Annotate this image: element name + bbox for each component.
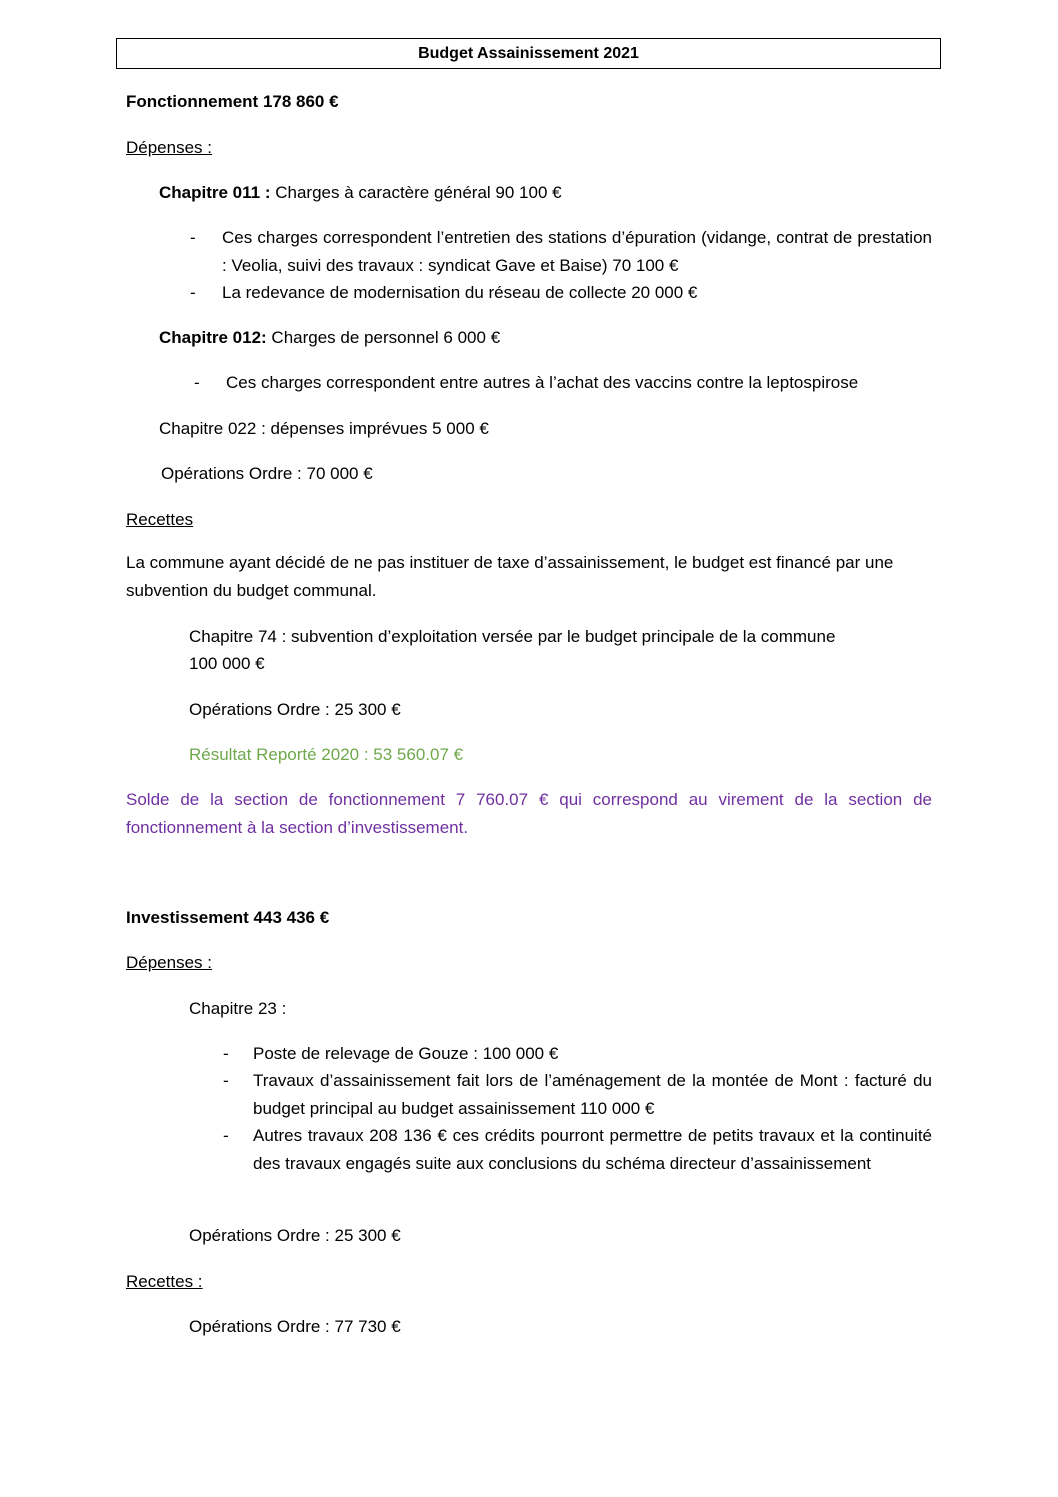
chapitre-23-bullet-2: Travaux d’assainissement fait lors de l’aménagement de la montée de Mont : facturé du budget principal au budget assainissement 110 000 € [253, 1071, 932, 1118]
chapitre-23-bullet-3: Autres travaux 208 136 € ces crédits pourront permettre de petits travaux et la continuité des travaux engagés suite aux conclusions du schéma directeur d’assainissement [253, 1126, 932, 1173]
chapitre-74-line-2: 100 000 € [189, 654, 265, 673]
fonctionnement-heading: Fonctionnement 178 860 € [126, 92, 339, 111]
solde-fonctionnement: Solde de la section de fonctionnement 7 760.07 € qui correspond au virement de la section de fonctionnement à la section d’investissement. [126, 790, 932, 837]
investissement-recettes-label: Recettes : [126, 1272, 203, 1291]
recettes-intro: La commune ayant décidé de ne pas instituer de taxe d’assainissement, le budget est financé par une subvention du budget communal. [126, 553, 894, 600]
chapitre-012 [159, 327, 500, 349]
chapitre-012-bullet-1: Ces charges correspondent entre autres à l’achat des vaccins contre la leptospirose [226, 373, 859, 392]
bullet-dash: - [190, 228, 196, 247]
fonctionnement-depenses-label: Dépenses : [126, 138, 212, 157]
bullet-dash: - [223, 1071, 229, 1090]
investissement-depenses-label: Dépenses : [126, 953, 212, 972]
chapitre-74-line-1: Chapitre 74 : subvention d’exploitation versée par le budget principale de la commune [189, 627, 836, 646]
bullet-dash: - [223, 1044, 229, 1063]
chapitre-011 [159, 182, 562, 204]
chapitre-011-bullet-1: Ces charges correspondent l’entretien des stations d’épuration (vidange, contrat de prestation : Veolia, suivi des travaux : syndicat Gave et Baise) 70 100 € [222, 228, 932, 275]
chapitre-022: Chapitre 022 : dépenses imprévues 5 000 € [159, 419, 489, 438]
bullet-dash: - [223, 1126, 229, 1145]
chapitre-012-text: Charges de personnel 6 000 € [266, 328, 501, 347]
chapitre-011-bullet-2: La redevance de modernisation du réseau de collecte 20 000 € [222, 283, 698, 302]
chapitre-23-bullet-1: Poste de relevage de Gouze : 100 000 € [253, 1044, 559, 1063]
resultat-reporte: Résultat Reporté 2020 : 53 560.07 € [189, 745, 464, 764]
chapitre-011-label: Chapitre 011 : [159, 183, 271, 202]
chapitre-012-label: Chapitre 012: [159, 328, 267, 347]
investissement-heading: Investissement 443 436 € [126, 908, 330, 927]
bullet-dash: - [190, 283, 196, 302]
fonctionnement-recettes-label: Recettes [126, 510, 194, 529]
chapitre-23: Chapitre 23 : [189, 999, 287, 1018]
chapitre-011-text: Charges à caractère général 90 100 € [270, 183, 562, 202]
investissement-operations-ordre-depenses: Opérations Ordre : 25 300 € [189, 1226, 401, 1245]
page-title: Budget Assainissement 2021 [116, 38, 941, 69]
bullet-dash: - [194, 373, 200, 392]
operations-ordre-recettes: Opérations Ordre : 25 300 € [189, 700, 401, 719]
investissement-operations-ordre-recettes: Opérations Ordre : 77 730 € [189, 1317, 401, 1336]
operations-ordre-depenses: Opérations Ordre : 70 000 € [161, 464, 373, 483]
